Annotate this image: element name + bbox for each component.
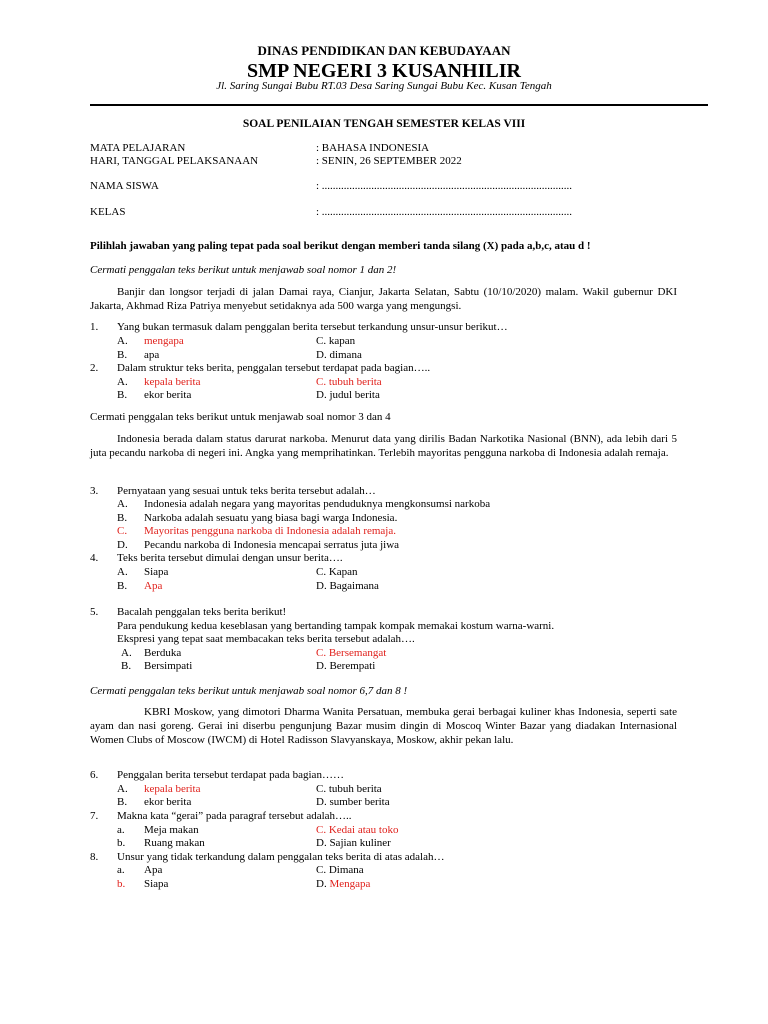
q8-option-d-text: Mengapa (329, 878, 371, 890)
q7-option-a-letter[interactable]: a. (117, 824, 125, 836)
q5-text: Bacalah penggalan teks berita berikut! (117, 606, 287, 618)
q5-option-b-letter[interactable]: B. (121, 660, 132, 672)
q8-text: Unsur yang tidak terkandung dalam penggalan teks berita di atas adalah… (117, 851, 445, 863)
class-label: KELAS (90, 206, 126, 218)
q5-option-a[interactable]: Berduka (144, 647, 182, 659)
q1-number: 1. (90, 321, 99, 333)
q4-option-b-letter[interactable]: B. (117, 580, 128, 592)
student-name-label: NAMA SISWA (90, 180, 159, 192)
instruction: Pilihlah jawaban yang paling tepat pada soal berikut dengan memberi tanda silang (X) pada a,b,c, atau d ! (90, 240, 591, 252)
class-field: : ........................................................................................... (316, 206, 573, 218)
q3-number: 3. (90, 485, 99, 497)
q5-option-c[interactable]: C. Bersemangat (316, 647, 387, 659)
q3-option-a[interactable]: Indonesia adalah negara yang mayoritas penduduknya mengkonsumsi narkoba (144, 498, 491, 510)
date-value: : SENIN, 26 SEPTEMBER 2022 (316, 155, 462, 167)
date-label: HARI, TANGGAL PELAKSANAAN (90, 155, 259, 167)
subject-label: MATA PELAJARAN (90, 142, 186, 154)
q5-question: Ekspresi yang tepat saat membacakan teks berita tersebut adalah…. (117, 633, 415, 645)
q1-option-c[interactable]: C. kapan (316, 335, 356, 347)
section-note-3: Cermati penggalan teks berikut untuk menjawab soal nomor 6,7 dan 8 ! (90, 685, 408, 697)
q6-option-b-letter[interactable]: B. (117, 796, 128, 808)
q2-text: Dalam struktur teks berita, penggalan tersebut terdapat pada bagian….. (117, 362, 431, 374)
q4-option-d[interactable]: D. Bagaimana (316, 580, 379, 592)
passage-3: KBRI Moskow, yang dimotori Dharma Wanita Persatuan, membuka gerai berbagai kuliner khas Indonesia, seperti sate ayam dan nasi goreng. Gerai ini diserbu pengunjung Bazar musim dingin di Moscoq Winter Bazar yang diadakan Internasional Women Clubs of Moscow (IWCM) di Hotel Radisson Slavyanskaya, Moskow, akhir pekan lalu. (90, 706, 677, 746)
q2-option-a[interactable]: kepala berita (144, 376, 201, 388)
q1-option-d[interactable]: D. dimana (316, 349, 362, 361)
q7-option-c[interactable]: C. Kedai atau toko (316, 824, 399, 836)
q5-number: 5. (90, 606, 99, 618)
section-note-1: Cermati penggalan teks berikut untuk menjawab soal nomor 1 dan 2! (90, 264, 397, 276)
q4-text: Teks berita tersebut dimulai dengan unsur berita…. (117, 552, 343, 564)
q2-option-b[interactable]: ekor berita (144, 389, 192, 401)
q8-option-a[interactable]: Apa (144, 864, 163, 876)
school-name: SMP NEGERI 3 KUSANHILIR (247, 60, 521, 82)
q8-option-d-letter: D. (316, 878, 330, 890)
q6-number: 6. (90, 769, 99, 781)
section-note-2: Cermati penggalan teks berikut untuk menjawab soal nomor 3 dan 4 (90, 411, 391, 423)
student-name-field: : ........................................................................................... (316, 180, 573, 192)
q1-option-a[interactable]: mengapa (144, 335, 184, 347)
q8-option-b[interactable]: Siapa (144, 878, 169, 890)
q4-number: 4. (90, 552, 99, 564)
q8-number: 8. (90, 851, 99, 863)
agency-name: DINAS PENDIDIKAN DAN KEBUDAYAAN (257, 43, 511, 58)
q6-option-a-letter[interactable]: A. (117, 783, 128, 795)
passage-1: Banjir dan longsor terjadi di jalan Damai raya, Cianjur, Jakarta Selatan, Sabtu (10/10/2020) malam. Wakil gubernur DKI Jakarta, Akhmad Riza Patriya menyebut setidaknya ada 500 warga yang mengungsi. (90, 286, 677, 312)
q7-option-b[interactable]: Ruang makan (144, 837, 205, 849)
q8-option-c[interactable]: C. Dimana (316, 864, 364, 876)
q6-option-c[interactable]: C. tubuh berita (316, 783, 382, 795)
q6-text: Penggalan berita tersebut terdapat pada bagian…… (117, 769, 344, 781)
q1-text: Yang bukan termasuk dalam penggalan berita tersebut terkandung unsur-unsur berikut… (117, 321, 508, 333)
letterhead-divider (90, 104, 708, 106)
q3-option-d-letter[interactable]: D. (117, 539, 128, 551)
q5-option-b[interactable]: Bersimpati (144, 660, 193, 672)
exam-title: SOAL PENILAIAN TENGAH SEMESTER KELAS VIII (242, 118, 526, 130)
q7-text: Makna kata “gerai” pada paragraf tersebut adalah….. (117, 810, 352, 822)
q2-option-c[interactable]: C. tubuh berita (316, 376, 382, 388)
q3-option-c-letter[interactable]: C. (117, 525, 128, 537)
q7-number: 7. (90, 810, 99, 822)
school-address: Jl. Saring Sungai Bubu RT.03 Desa Saring Sungai Bubu Kec. Kusan Tengah (216, 80, 552, 92)
q5-option-a-letter[interactable]: A. (121, 647, 132, 659)
q1-option-b-letter[interactable]: B. (117, 349, 128, 361)
q5-option-d[interactable]: D. Berempati (316, 660, 376, 672)
q8-option-b-letter[interactable]: b. (117, 878, 126, 890)
q5-quote: Para pendukung kedua keseblasan yang bertanding tampak kompak memakai kostum warna-warni. (117, 620, 555, 632)
subject-value: : BAHASA INDONESIA (316, 142, 430, 154)
q3-option-b[interactable]: Narkoba adalah sesuatu yang biasa bagi warga Indonesia. (144, 512, 398, 524)
q4-option-a[interactable]: Siapa (144, 566, 169, 578)
q2-option-d[interactable]: D. judul berita (316, 389, 380, 401)
q6-option-b[interactable]: ekor berita (144, 796, 192, 808)
q6-option-d[interactable]: D. sumber berita (316, 796, 390, 808)
q3-option-a-letter[interactable]: A. (117, 498, 128, 510)
q8-option-a-letter[interactable]: a. (117, 864, 125, 876)
q4-option-b[interactable]: Apa (144, 580, 163, 592)
passage-2: Indonesia berada dalam status darurat narkoba. Menurut data yang dirilis Badan Narkotika Nasional (BNN), ada lebih dari 5 juta pecandu narkoba di negeri ini. Angka yang memprihatinkan. Terlebih mayoritas pengguna narkoba di Indonesia adalah remaja. (90, 433, 677, 459)
q8-option-d[interactable] (316, 878, 370, 891)
q4-option-a-letter[interactable]: A. (117, 566, 128, 578)
q4-option-c[interactable]: C. Kapan (316, 566, 358, 578)
q7-option-d[interactable]: D. Sajian kuliner (316, 837, 391, 849)
q3-option-b-letter[interactable]: B. (117, 512, 128, 524)
q3-option-c[interactable]: Mayoritas pengguna narkoba di Indonesia adalah remaja. (144, 525, 396, 537)
q1-option-a-letter[interactable]: A. (117, 335, 128, 347)
q3-option-d[interactable]: Pecandu narkoba di Indonesia mencapai serratus juta jiwa (144, 539, 400, 551)
q7-option-b-letter[interactable]: b. (117, 837, 126, 849)
q2-option-b-letter[interactable]: B. (117, 389, 128, 401)
q2-option-a-letter[interactable]: A. (117, 376, 128, 388)
q7-option-a[interactable]: Meja makan (144, 824, 199, 836)
q1-option-b[interactable]: apa (144, 349, 160, 361)
q3-text: Pernyataan yang sesuai untuk teks berita tersebut adalah… (117, 485, 376, 497)
q6-option-a[interactable]: kepala berita (144, 783, 201, 795)
q2-number: 2. (90, 362, 99, 374)
